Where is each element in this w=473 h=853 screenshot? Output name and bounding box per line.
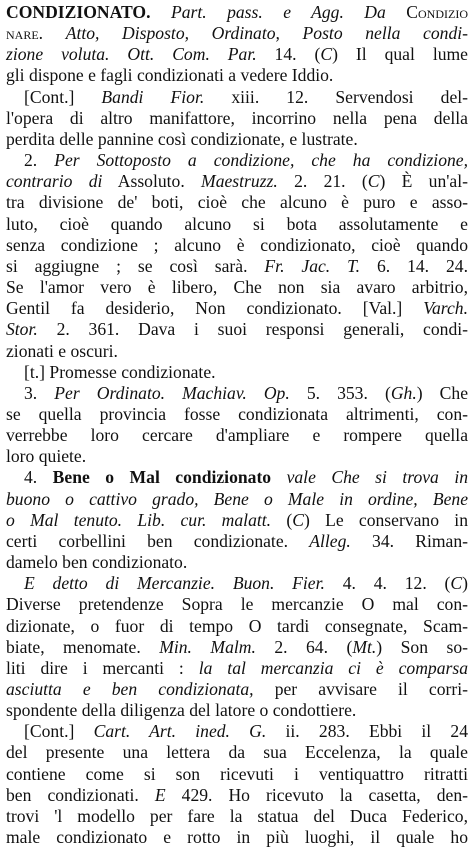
text-segment: Varch. [423, 298, 468, 319]
text-line [6, 341, 468, 362]
text-segment: ) Il qual lume [332, 44, 468, 65]
text-line [6, 742, 468, 763]
text-line [6, 65, 468, 86]
text-segment: Condizio [406, 2, 468, 22]
text-line [6, 383, 468, 404]
text-segment: del presente una lettera da sua Eccelenza, la quale [6, 742, 468, 763]
text-segment: perdita delle pannine così condizionate, e lustrate. [6, 128, 358, 149]
text-line [6, 510, 468, 531]
text-line [6, 171, 468, 192]
text-segment: Maestruzz. [201, 171, 278, 192]
text-segment: Se l'amor vero è libero, Che non sia avaro arbitrio, [6, 277, 468, 298]
text-segment: Assoluto. [102, 171, 202, 192]
text-segment: male condizionato e rotto in più luoghi, il quale ho [6, 827, 468, 848]
text-segment: C [450, 573, 463, 594]
text-segment: o Mal tenuto. Lib. cur. malatt. [6, 509, 272, 530]
text-segment: vale Che si trova in [271, 467, 469, 488]
text-segment: Gentil fa desiderio, Non condizionato. [Val.] [6, 298, 424, 319]
text-segment: asciutta e ben condizionata, [6, 679, 254, 699]
text-line [6, 425, 468, 446]
text-line [6, 700, 468, 721]
text-segment: 6. 14. 24. [360, 255, 469, 276]
text-segment: contiene come si son ricevuti i ventiquattro ritratti [6, 763, 468, 784]
text-segment: Diverse pretendenze Sopra le mercanzie O mal con- [6, 594, 468, 615]
text-line [6, 489, 468, 510]
text-segment: dizionate, o fuor di tempo O tardi consegnate, Scam- [6, 615, 468, 636]
text-segment: ) [462, 573, 468, 594]
text-segment: Mt. [352, 636, 377, 657]
text-segment: ( [271, 509, 293, 530]
text-segment: loro quiete. [6, 446, 87, 467]
text-line [6, 827, 468, 848]
text-segment: ) Che [416, 382, 468, 403]
text-segment: Bandi Fior. [101, 86, 205, 107]
text-segment: verrebbe loro cercare d'ampliare e rompere quella [6, 425, 468, 446]
text-line [6, 87, 468, 108]
text-line [6, 150, 468, 171]
text-line [6, 192, 468, 213]
text-line [6, 2, 468, 23]
text-segment: 2. 21. ( [277, 171, 368, 192]
text-segment: contrario di [6, 171, 103, 192]
text-line [6, 404, 468, 425]
text-segment: Min. Malm. [159, 636, 256, 657]
text-line [6, 785, 468, 806]
text-segment: la tal mercanzia ci è comparsa [198, 657, 469, 678]
text-segment: nare [6, 23, 39, 44]
dictionary-page [6, 2, 468, 848]
text-line [6, 214, 468, 235]
text-line [6, 531, 468, 552]
text-segment: biate, menomate. [6, 636, 160, 657]
text-segment: ) Son so- [376, 636, 468, 657]
text-segment: C [292, 509, 304, 530]
text-segment: [Cont.] [24, 86, 102, 107]
text-segment: [t.] Promesse condizionate. [24, 361, 216, 382]
text-segment: [Cont.] [24, 721, 94, 742]
text-segment: per avvisare il corri- [253, 679, 468, 699]
text-segment: gli dispone e fagli condizionati a vedere Iddio. [6, 65, 334, 86]
text-segment: Part. pass. e Agg. Da [150, 2, 407, 22]
text-line [6, 679, 468, 700]
text-segment: C [367, 171, 380, 192]
text-line [6, 764, 468, 785]
text-segment: zione voluta. Ott. Com. Par. [6, 44, 257, 65]
text-line [6, 446, 468, 467]
text-line [6, 467, 468, 488]
text-segment: Gh. [390, 382, 417, 403]
text-segment: 4. 4. 12. ( [324, 573, 451, 594]
text-segment: 2. 64. ( [255, 636, 353, 657]
text-line [6, 362, 468, 383]
text-segment: 429. Ho ricevuto la casetta, den- [165, 784, 469, 805]
text-line [6, 319, 468, 340]
entry-headword: CONDIZIONATO. [6, 2, 151, 22]
text-line [6, 235, 468, 256]
text-segment: luto, cioè quando alcuno si bota assolutamente e [6, 213, 468, 234]
text-segment: 4. [24, 467, 53, 488]
text-segment: xiii. 12. Servendosi del- [204, 86, 468, 107]
text-segment: Atto, Disposto, Ordinato, Posto nella condi- [65, 23, 468, 44]
text-segment: Bene o Mal condizionato [52, 467, 272, 488]
text-segment: buono o cattivo grado, Bene o Male in ordine, Bene [6, 488, 468, 509]
text-segment: ben condizionati. [6, 784, 155, 805]
text-segment: 34. Riman- [350, 530, 469, 551]
text-line [6, 44, 468, 65]
text-segment: trovi 'l modello per fare la statua del Duca Federico, [6, 805, 468, 826]
text-segment: 14. ( [256, 44, 321, 65]
text-line [6, 637, 468, 658]
text-segment: ii. 283. Ebbi il 24 [266, 721, 469, 742]
text-segment: certi corbellini ben condizionate. [6, 530, 310, 551]
text-segment: spondente della diligenza del latore o condottiere. [6, 700, 357, 721]
text-segment: C [320, 44, 333, 65]
text-line [6, 594, 468, 615]
text-line [6, 573, 468, 594]
text-segment: . [38, 23, 66, 44]
text-segment: 5. 353. ( [289, 382, 391, 403]
text-segment: liti dire i mercanti : [6, 657, 199, 678]
text-segment: Alleg. [309, 530, 351, 551]
text-line [6, 256, 468, 277]
text-line [6, 129, 468, 150]
text-segment: ) È un'al- [379, 171, 468, 192]
text-segment: 2. [24, 150, 55, 171]
text-segment: senza condizione ; alcuno è condizionato, cioè quando [6, 234, 468, 255]
text-line [6, 108, 468, 129]
text-line [6, 721, 468, 742]
text-segment: zionati e oscuri. [6, 340, 118, 361]
text-segment: Per Ordinato. Machiav. Op. [54, 382, 290, 403]
text-segment: E [154, 784, 166, 805]
text-line [6, 552, 468, 573]
text-segment: damelo ben condizionato. [6, 552, 188, 573]
text-line [6, 23, 468, 44]
text-segment: E detto di Mercanzie. Buon. Fier. [24, 573, 325, 594]
text-segment: ) Le conservano in [303, 509, 468, 530]
text-segment: si aggiugne ; se così sarà. [6, 255, 265, 276]
text-segment: Cart. Art. ined. G. [93, 721, 267, 742]
text-segment: Fr. Jac. T. [264, 255, 361, 276]
text-segment: se quella provincia fosse condizionata altrimenti, con- [6, 403, 468, 424]
text-line [6, 298, 468, 319]
text-segment: 3. [24, 382, 55, 403]
text-line [6, 658, 468, 679]
text-segment: l'opera di altro manifattore, incorrino nella pena della [6, 107, 468, 128]
text-segment: tra divisione de' boti, cioè che alcuno è puro e asso- [6, 192, 468, 213]
text-segment: Stor. [6, 319, 38, 340]
text-segment: Per Sottoposto a condizione, che ha condizione, [54, 150, 468, 171]
text-line [6, 616, 468, 637]
text-line [6, 277, 468, 298]
text-line [6, 806, 468, 827]
text-segment: 2. 361. Dava i suoi responsi generali, condi- [37, 319, 468, 340]
